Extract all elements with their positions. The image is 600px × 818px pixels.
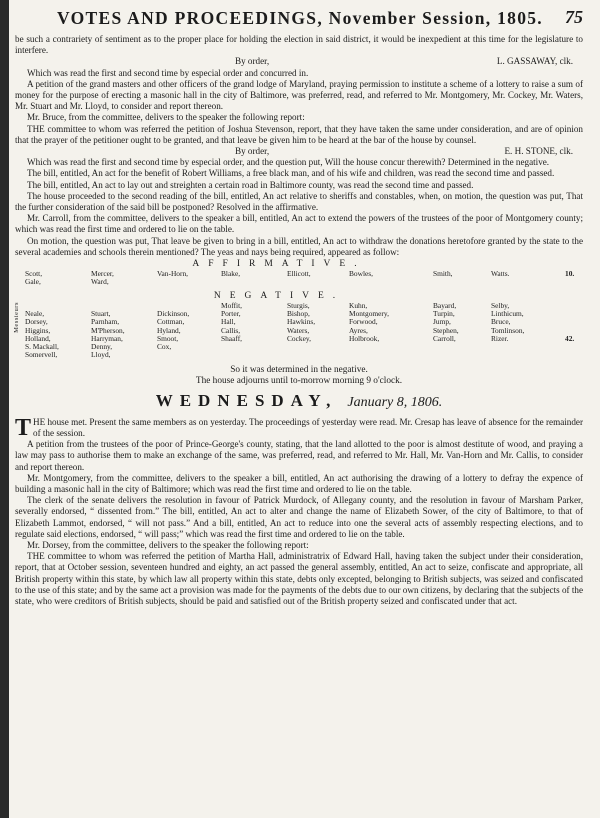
member-name: Tomlinson, <box>491 325 525 335</box>
negative-heading: NEGATIVE. <box>213 290 345 301</box>
member-name: Ward, <box>91 277 109 287</box>
paragraph: The bill, entitled, An act for the benefit of Robert Williams, a free black man, and of his wife and children, was read the second time and passed. <box>27 168 555 179</box>
paragraph: The house proceeded to the second reading of the bill, entitled, An act relative to sheriffs and constables, when, on motion, the question was put, That the further consideration of the said bill be postponed? Resolved in the affirmative. <box>15 190 583 213</box>
vote-count: 10. <box>565 269 575 279</box>
member-name: Forwood, <box>349 317 378 327</box>
page-number: 75 <box>565 7 583 27</box>
member-name: Holland, <box>25 333 51 343</box>
member-name: Dorsey, <box>25 317 48 327</box>
member-name: Gale, <box>25 277 41 287</box>
member-name: Harryman, <box>91 333 123 343</box>
member-name: Bruce, <box>491 317 511 327</box>
member-name: Cottman, <box>157 317 185 327</box>
member-name: M'Pherson, <box>91 325 125 335</box>
member-name: Shaaff, <box>221 333 243 343</box>
member-name: Mercer, <box>91 269 114 279</box>
member-name: Moffit, <box>221 300 243 310</box>
paragraph: A petition from the trustees of the poor of Prince-George's county, stating, that the land allotted to the poor is almost destitute of wood, and praying a law may pass to authorise them to make an exchange of the same, was preferred, read, and referred to Mr. Hall, Mr. Van-Horn and Mr. Callis, to consider and report thereon. <box>15 439 583 472</box>
member-name: Hawkins, <box>287 317 316 327</box>
paragraph: Which was read the first and second time by especial order and concurred in. <box>27 67 309 78</box>
member-name <box>221 343 287 351</box>
member-name: Porter, <box>221 308 241 318</box>
member-name <box>157 278 221 286</box>
paragraph-continued: be such a contrariety of sentiment as to the proper place for holding the election in said district, it would be inexpedient at this time for the legislature to interfere. <box>15 34 583 56</box>
member-name: Stuart, <box>91 308 111 318</box>
member-name: Lloyd, <box>91 350 111 360</box>
document-page <box>15 0 583 818</box>
member-name: Selby, <box>491 300 510 310</box>
member-name: Parnham, <box>91 317 120 327</box>
member-name <box>287 278 349 286</box>
paragraph: A petition of the grand masters and other officers of the grand lodge of Maryland, praying permission to institute a scheme of a lottery to raise a sum of money for the purpose of erecting a masonic hall in the city of Baltimore, was preferred, read, and referred to Mr. Montgomery, Mr. Cockey, Mr. Waters, Mr. Stuart and Mr. Lloyd, to consider and report thereon. <box>15 78 583 112</box>
member-name: Ellicott, <box>287 269 311 279</box>
paragraph: Which was read the first and second time by especial order, and the question put, Will the house concur therewith? Determined in the negative. <box>27 157 550 168</box>
member-name: Smith, <box>433 269 453 279</box>
member-name: Watts. <box>491 269 510 279</box>
member-name: Stephen, <box>433 325 459 335</box>
vote-result: So it was determined in the negative. <box>230 364 368 375</box>
signature-name: L. GASSAWAY, clk. <box>496 56 573 67</box>
opening-text: HE house met. Present the same members as on yesterday. The proceedings of yesterday were read. Mr. Cresap has leave of absence for the remainder of the session. <box>33 416 583 438</box>
member-name: Neale, <box>25 308 45 318</box>
signature-line <box>15 146 583 157</box>
member-name: Bowles, <box>349 269 374 279</box>
paragraph: The bill, entitled, An act to lay out and streighten a certain road in Baltimore county, was read the second time and passed. <box>27 179 474 190</box>
member-name <box>565 310 593 318</box>
member-name <box>433 278 491 286</box>
member-name <box>491 351 565 359</box>
member-name <box>349 343 433 351</box>
member-name <box>565 278 593 286</box>
adjournment: The house adjourns until to-morrow morning 9 o'clock. <box>195 375 403 386</box>
signature-line <box>15 56 583 67</box>
member-name: Bayard, <box>433 300 457 310</box>
member-name: Smoot, <box>157 333 179 343</box>
member-name: Holbrook, <box>349 333 380 343</box>
paragraph: The clerk of the senate delivers the resolution in favour of Patrick Murdock, of Allegany county, and the resolution in favour of Marsham Parker, severally endorsed, “ dissented from.” The bill, entitled, An act to alter and change the name of Elizabeth Sower, of the city of Baltimore, to that of Elizabeth Lammot, endorsed, “ will not pass.” And a bill, entitled, An act to reduce into one the several acts of assembly respecting elections, and to regulate said elections, endorsed, “ will pass;” which was read the first time and ordered to lie on the table. <box>15 495 583 539</box>
member-name <box>433 343 491 351</box>
member-name: Kuhn, <box>349 300 368 310</box>
member-name: Hall, <box>221 317 236 327</box>
running-header <box>15 0 583 34</box>
drop-cap: T <box>15 414 32 441</box>
member-name: S. Mackall, <box>25 342 59 352</box>
member-name: Denny, <box>91 342 113 352</box>
member-name: Somervell, <box>25 350 58 360</box>
paragraph: Mr. Dorsey, from the committee, delivers to the speaker the following report: <box>27 539 309 550</box>
member-name <box>221 351 287 359</box>
member-name <box>491 278 565 286</box>
member-name <box>349 351 433 359</box>
signature-by: By order, <box>235 146 270 157</box>
affirmative-grid <box>25 270 583 287</box>
paragraph: Mr. Montgomery, from the committee, delivers to the speaker a bill, entitled, An act authorising the drawing of a lottery to defray the expence of building a masonic hall in the city of Baltimore; which was read the first time and ordered to lie on the table. <box>15 472 583 494</box>
member-name <box>565 302 593 310</box>
negative-grid <box>25 302 583 360</box>
member-name: Turpin, <box>433 308 455 318</box>
member-name: Carroll, <box>433 333 456 343</box>
report-paragraph: THE committee to whom was referred the petition of Joshua Stevenson, report, that they have taken the same under consideration, and are of opinion that the prayer of the petitioner ought to be granted, and that leave be given him to be heard at the bar of the house by counsel. <box>15 123 583 145</box>
member-name <box>157 351 221 359</box>
member-name: Cockey, <box>287 333 311 343</box>
page-title: VOTES AND PROCEEDINGS, November Session, 1805. <box>57 8 543 28</box>
negative-list <box>15 302 583 360</box>
member-name: Higgins, <box>25 325 51 335</box>
member-name: Montgomery, <box>349 308 389 318</box>
opening-paragraph <box>15 414 583 441</box>
signature-name: E. H. STONE, clk. <box>504 146 573 157</box>
member-name: Van-Horn, <box>157 269 188 279</box>
member-name: Waters, <box>287 325 310 335</box>
affirmative-list <box>15 270 583 287</box>
weekday: WEDNESDAY, <box>155 390 338 410</box>
signature-by: By order, <box>235 56 270 67</box>
member-name <box>287 343 349 351</box>
member-name: Hyland, <box>157 325 181 335</box>
day-heading <box>15 391 583 411</box>
report-paragraph: THE committee to whom was referred the petition of Martha Hall, administratrix of Edward Hall, having taken the subject under their consideration, report, that at October session, seventeen hundred and eighty, an act passed the general assembly, entitled, An act to seize, confiscate and appropriate, all British property within this state, by which law all property within this state, debts only excepted, belonging to British subjects, was seized and confiscated to the use of this state; and by the same act a provision was made for the payments of the debts due to our own citizens, by declaring that the subjects of the state, who were creditors of British subjects, should be paid and satisfied out of the British property seized and confiscated under that act. <box>15 551 583 606</box>
member-name <box>565 318 593 326</box>
member-name <box>491 343 565 351</box>
member-name: Sturgis, <box>287 300 310 310</box>
member-name: Bishop, <box>287 308 310 318</box>
paragraph: On motion, the question was put, That leave be given to bring in a bill, entitled, An act to withdraw the donations heretofore granted by the state to the several academies and schools therein mentioned? The yeas and nays being required, appeared as follow: <box>15 235 583 257</box>
page-binding-edge <box>0 0 9 818</box>
member-name: Dickinson, <box>157 308 190 318</box>
member-name <box>287 351 349 359</box>
member-name: Ayres, <box>349 325 368 335</box>
member-name <box>565 351 593 359</box>
member-name: Callis, <box>221 325 241 335</box>
member-name <box>565 343 593 351</box>
member-name: Blake, <box>221 269 241 279</box>
member-name <box>349 278 433 286</box>
day-date: January 8, 1806. <box>347 394 443 410</box>
member-name: Linthicum, <box>491 308 524 318</box>
member-name: Rizer. <box>491 333 509 343</box>
member-name: Jump, <box>433 317 451 327</box>
messieurs-side-label: Messieurs <box>13 301 20 333</box>
member-name: Scott, <box>25 269 43 279</box>
paragraph: Mr. Bruce, from the committee, delivers to the speaker the following report: <box>27 112 305 123</box>
member-name <box>433 351 491 359</box>
paragraph: Mr. Carroll, from the committee, delivers to the speaker a bill, entitled, An act to extend the powers of the trustees of the poor of Montgomery county; which was read the first time and ordered to lie on the table. <box>15 213 583 235</box>
member-name: Cox, <box>157 342 172 352</box>
member-name <box>221 278 287 286</box>
vote-count: 42. <box>565 333 575 343</box>
affirmative-heading: AFFIRMATIVE. <box>192 259 366 270</box>
